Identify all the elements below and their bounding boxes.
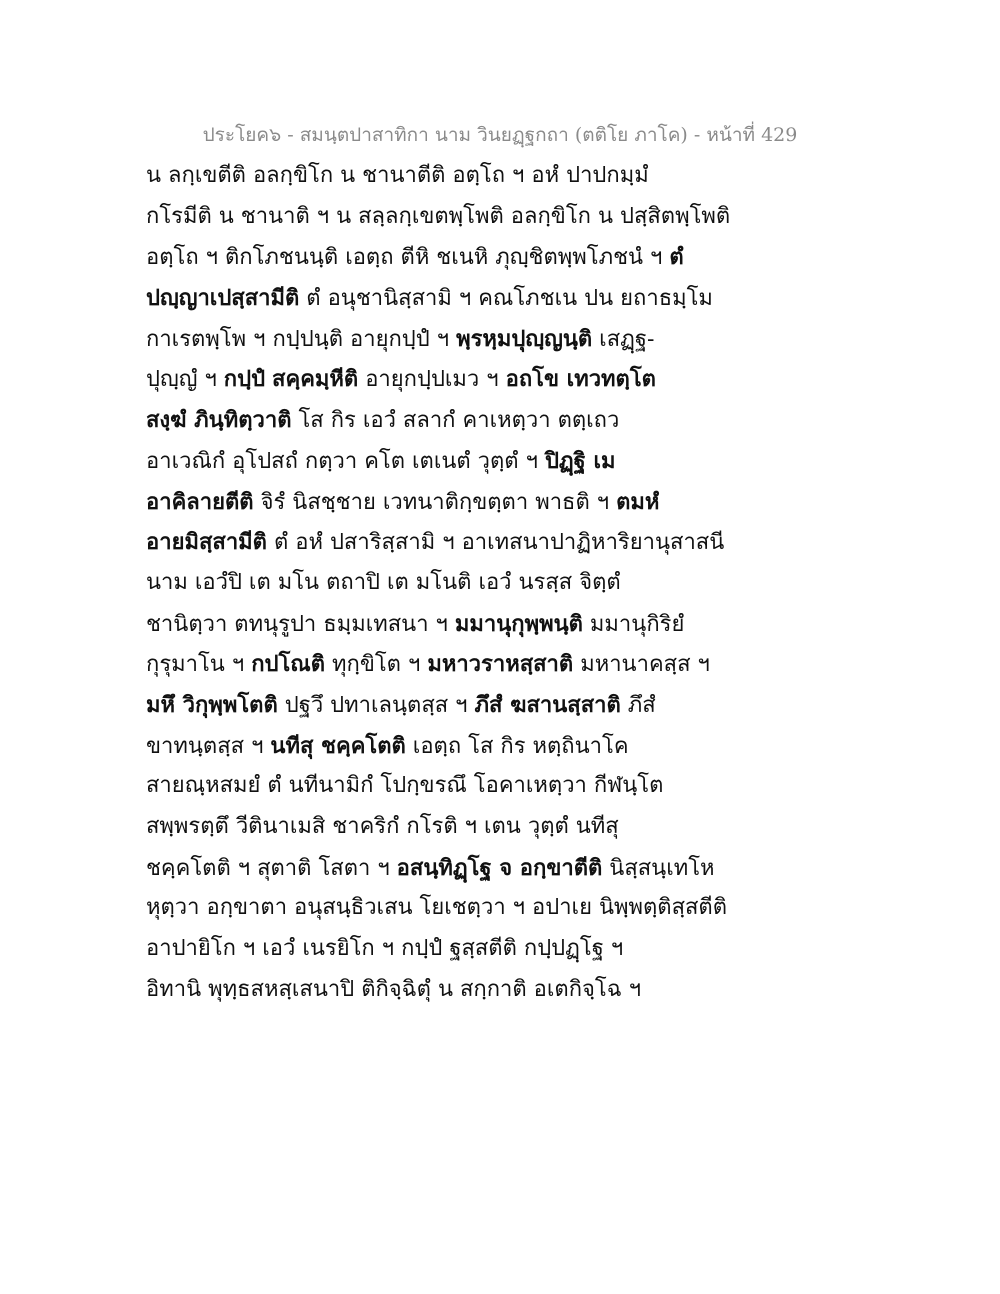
text-line bbox=[146, 359, 686, 400]
bold-term: สงฺฆํ ภินฺทิตฺวาติ bbox=[146, 407, 292, 434]
text-segment: หุตฺวา อกฺขาตา อนุสนฺธิวเสน โยเชตฺวา ฯ อปาเย นิพฺพตฺติสฺสตีติ bbox=[146, 895, 728, 921]
text-segment: อิทานิ พุทฺธสหสฺเสนาปิ ติกิจฺฉิตุํ น สกฺกาติ อเตกิจฺโฉ ฯ bbox=[146, 976, 642, 1002]
text-line bbox=[146, 604, 686, 645]
bold-term: อถโข เทวทตฺโต bbox=[505, 366, 656, 393]
text-line bbox=[146, 400, 686, 441]
bold-term: ปญฺญาเปสฺสามีติ bbox=[146, 285, 300, 312]
text-segment bbox=[265, 367, 272, 392]
text-segment: เอตฺถ โส กิร หตฺถินาโค bbox=[405, 733, 629, 759]
bold-term: ตมหํ bbox=[616, 488, 660, 515]
bold-term: ปิฏฺฐิ เม bbox=[544, 447, 616, 474]
text-segment: กาเรตพฺโพ ฯ กปฺปนฺติ อายุกปฺปํ ฯ bbox=[146, 326, 457, 352]
text-line bbox=[146, 563, 686, 604]
text-line bbox=[146, 441, 686, 482]
text-segment: ภึสํ bbox=[620, 692, 656, 718]
text-segment: นาม เอวํปิ เต มโน ตถาปิ เต มโนติ เอวํ นรสฺส จิตฺตํ bbox=[146, 569, 621, 595]
text-segment: ปฐวึ ปทาเลนฺตสฺส ฯ bbox=[277, 692, 475, 718]
bold-term: มหาวราหสฺสาติ bbox=[427, 651, 574, 678]
text-segment: ปุญฺญํ ฯ bbox=[146, 367, 224, 393]
text-line bbox=[146, 766, 686, 807]
text-segment: อตฺโถ ฯ ติกโภชนนฺติ เอตฺถ ตีหิ ชเนหิ ภุญฺชิตพฺพโภชนํ ฯ bbox=[146, 245, 670, 271]
bold-term: กปโณติ bbox=[251, 651, 325, 678]
text-segment: ตํ อหํ ปสาริสฺสามิ ฯ อาเทสนาปาฏิหาริยานุสาสนี bbox=[266, 530, 725, 556]
text-segment: จิรํ นิสชฺชาย เวทนาติกฺขตฺตา พาธติ ฯ bbox=[253, 489, 617, 515]
bold-term: มหึ วิกุพฺพโตติ bbox=[146, 691, 278, 718]
bold-term: มมานุกุพฺพนฺติ bbox=[454, 610, 583, 637]
text-segment: มมานุกิริยํ bbox=[582, 611, 685, 637]
text-segment: ขาทนฺตสฺส ฯ bbox=[146, 733, 271, 759]
text-line bbox=[146, 278, 713, 319]
text-line bbox=[146, 848, 715, 889]
bold-term: อาคิลายตีติ bbox=[146, 488, 254, 515]
text-line bbox=[146, 522, 725, 563]
running-header: ประโยค๖ - สมนฺตปาสาทิกา นาม วินยฏฺฐกถา (ตติโย ภาโค) - หน้าที่ 429 bbox=[202, 124, 798, 146]
text-segment: กโรมีติ น ชานาติ ฯ น สลฺลกฺเขตพฺโพติ อลกฺขิโก น ปสฺสิตพฺโพติ bbox=[146, 203, 731, 229]
text-segment: ชคฺคโตติ ฯ สุตาติ โสตา ฯ bbox=[146, 855, 397, 881]
text-line bbox=[146, 237, 686, 278]
text-line bbox=[146, 156, 686, 197]
bold-term: อายมิสฺสามีติ bbox=[146, 529, 267, 556]
text-segment: ชานิตฺวา ตทนุรูปา ธมฺมเทสนา ฯ bbox=[146, 611, 455, 637]
text-line bbox=[146, 685, 686, 726]
text-line bbox=[146, 726, 686, 767]
text-segment: นิสฺสนฺเทโห bbox=[602, 855, 715, 881]
text-segment: ทุกฺขิโต ฯ bbox=[325, 652, 428, 678]
text-segment: สายณฺหสมยํ ตํ นทีนามิกํ โปกฺขรณึ โอคาเหตฺวา กีฬนฺโต bbox=[146, 773, 664, 799]
body-text-block bbox=[146, 156, 731, 1010]
text-line bbox=[146, 929, 686, 970]
text-segment: อายุกปฺปเมว ฯ bbox=[358, 367, 506, 393]
text-segment: กุรุมาโน ฯ bbox=[146, 652, 252, 678]
text-segment: ตํ อนุชานิสฺสามิ ฯ คณโภชเน ปน ยถาธมฺโม bbox=[299, 286, 713, 312]
text-segment: สพฺพรตฺตึ วีตินาเมสิ ชาคริกํ กโรติ ฯ เตน วุตฺตํ นทีสุ bbox=[146, 814, 619, 839]
bold-term: สคฺคมฺหีติ bbox=[272, 366, 359, 393]
text-segment: มหานาคสฺส ฯ bbox=[573, 652, 710, 678]
bold-term: ตํ bbox=[669, 244, 684, 271]
text-line bbox=[146, 888, 728, 929]
text-line bbox=[146, 807, 686, 848]
bold-term: กปฺปํ bbox=[223, 366, 266, 393]
text-line bbox=[146, 644, 710, 685]
text-line bbox=[146, 482, 686, 523]
bold-term: พฺรหฺมปุญฺญนฺติ bbox=[456, 325, 593, 352]
text-segment: เสฏฺฐ- bbox=[592, 326, 655, 352]
text-line bbox=[146, 197, 731, 238]
bold-term: อสนฺทิฏฺโฐ จ อกฺขาตีติ bbox=[396, 854, 603, 881]
text-line bbox=[146, 319, 686, 360]
bold-term: ภึสํ ฆสานสฺสาติ bbox=[474, 691, 621, 718]
text-segment: โส กิร เอวํ สลากํ คาเหตฺวา ตตฺเถว bbox=[291, 408, 620, 434]
text-segment: น ลกฺเขตีติ อลกฺขิโก น ชานาตีติ อตฺโถ ฯ อหํ ปาปกมฺมํ bbox=[146, 163, 649, 188]
bold-term: นทีสุ ชคฺคโตติ bbox=[270, 732, 406, 759]
text-segment: อาเวณิกํ อุโปสถํ กตฺวา คโต เตเนตํ วุตฺตํ ฯ bbox=[146, 448, 545, 474]
text-line bbox=[146, 970, 686, 1011]
text-segment: อาปายิโก ฯ เอวํ เนรยิโก ฯ กปฺปํ ฐสฺสตีติ กปฺปฏฺโฐ ฯ bbox=[146, 936, 624, 962]
